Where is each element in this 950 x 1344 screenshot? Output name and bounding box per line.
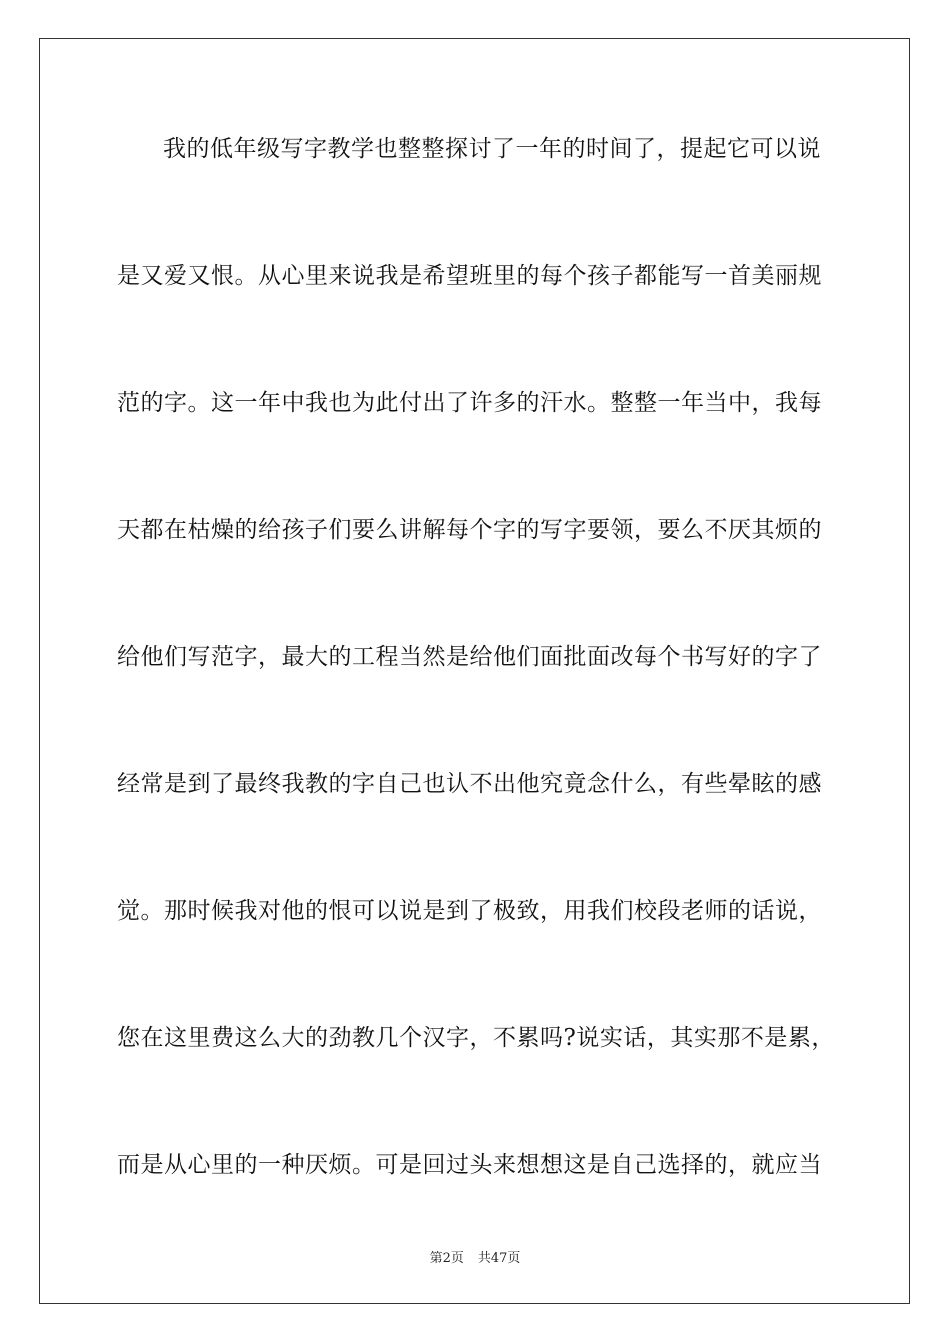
text-line: 您在这里费这么大的劲教几个汉字，不累吗?说实话，其实那不是累， [117, 1025, 835, 1051]
text-line: 给他们写范字，最大的工程当然是给他们面批面改每个书写好的字了 [117, 644, 822, 670]
text-line: 我的低年级写字教学也整整探讨了一年的时间了，提起它可以说 [163, 136, 821, 162]
text-line: 觉。那时候我对他的恨可以说是到了极致，用我们校段老师的话说， [117, 898, 822, 924]
text-line: 而是从心里的一种厌烦。可是回过头来想想这是自己选择的，就应当 [117, 1152, 822, 1178]
text-line: 范的字。这一年中我也为此付出了许多的汗水。整整一年当中，我每 [117, 390, 822, 416]
text-line: 天都在枯燥的给孩子们要么讲解每个字的写字要领，要么不厌其烦的 [117, 517, 822, 543]
page-footer [0, 1247, 950, 1266]
text-line: 是又爱又恨。从心里来说我是希望班里的每个孩子都能写一首美丽规 [117, 263, 822, 289]
page-number: 第2页 [429, 1251, 464, 1266]
total-pages: 共47页 [477, 1251, 521, 1266]
document-body [117, 126, 837, 1269]
text-line: 经常是到了最终我教的字自己也认不出他究竟念什么，有些晕眩的感 [117, 771, 822, 797]
